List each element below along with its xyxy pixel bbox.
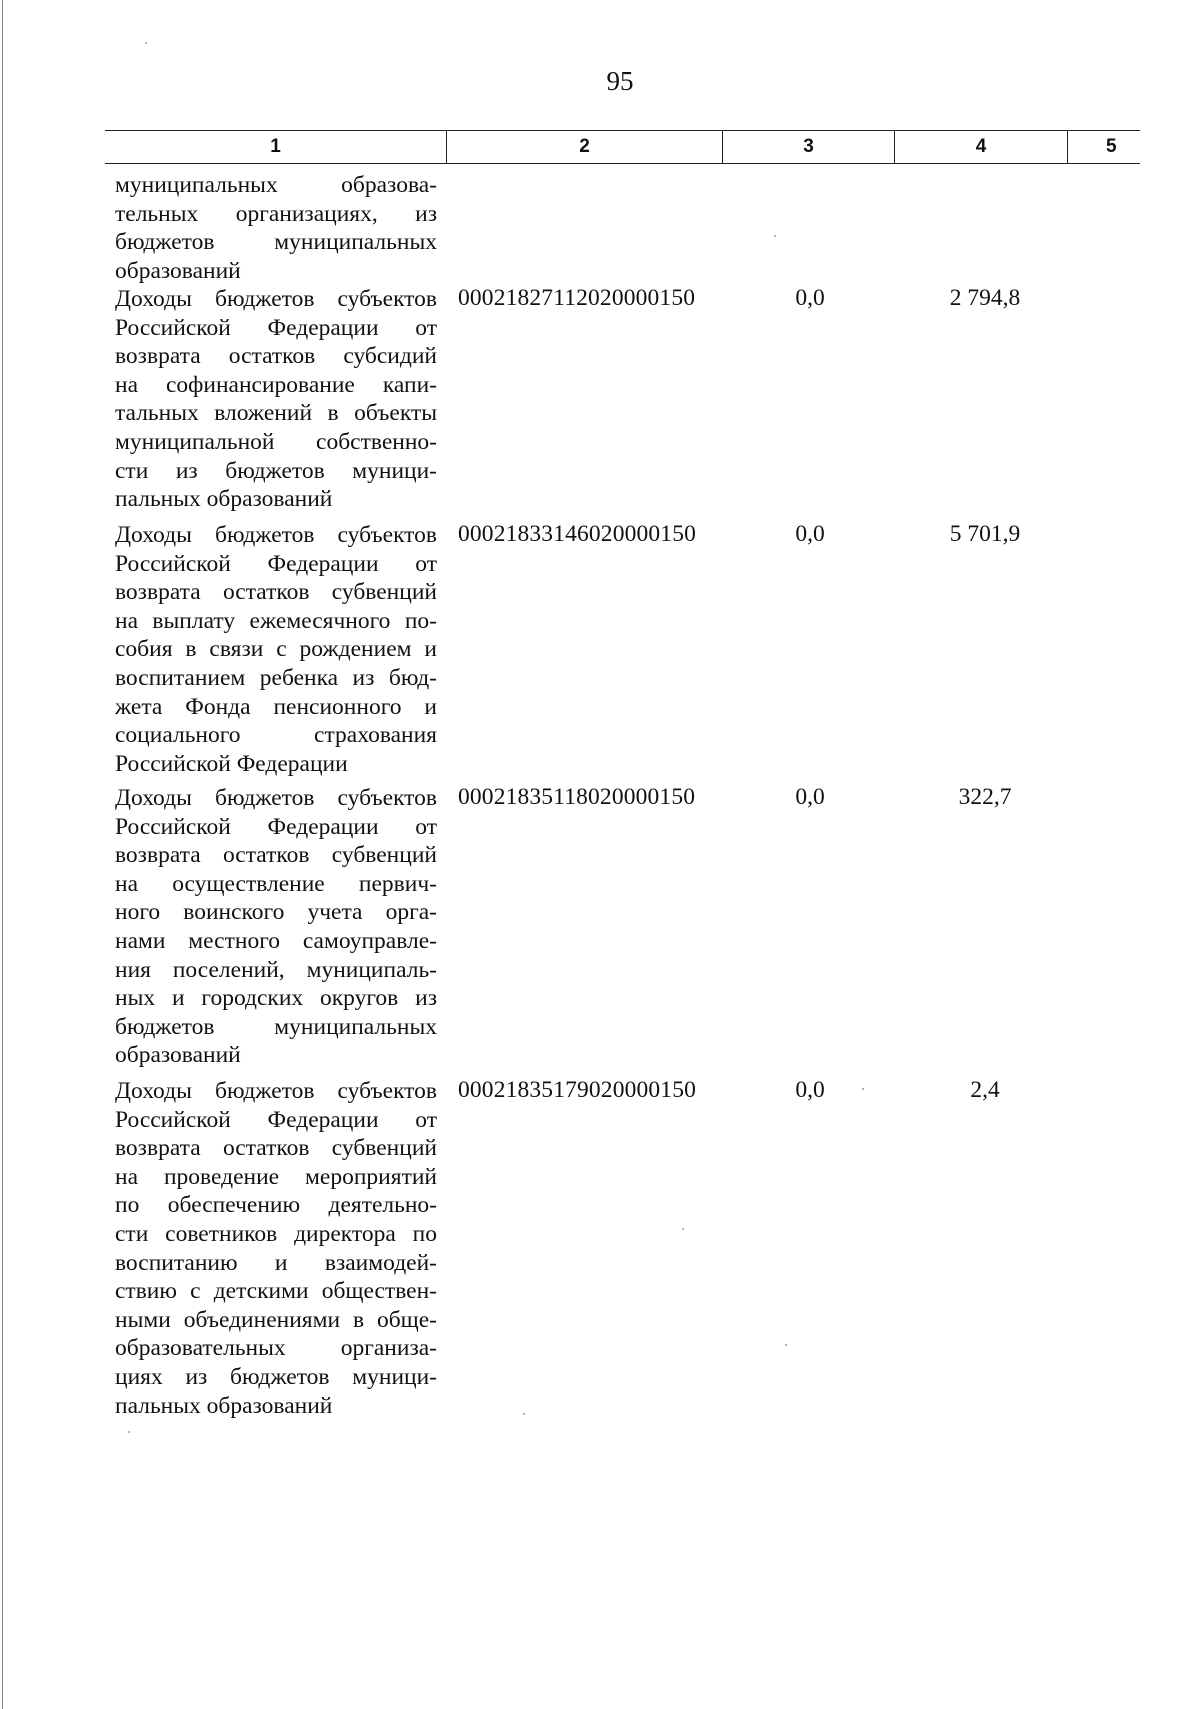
- header-col-1: 1: [105, 131, 447, 163]
- description-line: ствию с детскими обществен-: [115, 1278, 437, 1305]
- header-col-5: 5: [1106, 136, 1117, 157]
- description-line: Российской Федерации: [115, 750, 348, 777]
- scan-speck: [785, 1344, 787, 1346]
- description-line: образований: [115, 257, 241, 284]
- row-description: [115, 521, 437, 778]
- description-line: социального страхования: [115, 722, 437, 749]
- description-line: муниципальной собственно-: [115, 428, 437, 455]
- row-col3-value: 0,0: [795, 784, 825, 810]
- description-line: Доходы бюджетов субъектов: [115, 522, 437, 548]
- description-line: ных и городских округов из: [115, 985, 437, 1012]
- description-line: тельных организациях, из: [115, 200, 437, 227]
- scan-speck: [128, 1431, 130, 1433]
- description-line: Российской Федерации от: [115, 813, 437, 840]
- row-code: 00021833146020000150: [458, 521, 696, 547]
- scan-speck: [523, 1413, 525, 1415]
- page-number: 95: [606, 66, 634, 96]
- description-line: образований: [115, 1042, 241, 1069]
- description-line: ными объединениями в обще-: [115, 1306, 437, 1333]
- description-line: Доходы бюджетов субъектов: [115, 785, 437, 811]
- description-line: пальных образований: [115, 486, 333, 513]
- row-description: [115, 285, 437, 514]
- row-col4-value: 322,7: [958, 784, 1012, 810]
- description-line: циях из бюджетов муници-: [115, 1363, 437, 1390]
- row-description: [115, 784, 437, 1070]
- description-line: на софинансирование капи-: [115, 371, 437, 398]
- description-line: бюджетов муниципальных: [115, 229, 437, 256]
- scan-speck: [145, 42, 147, 44]
- description-line: жета Фонда пенсионного и: [115, 693, 437, 720]
- description-line: Российской Федерации от: [115, 550, 437, 577]
- description-line: возврата остатков субвенций: [115, 579, 437, 606]
- header-col-4: 4: [895, 131, 1068, 163]
- row-col4-value: 5 701,9: [949, 521, 1021, 547]
- scan-speck: [682, 1228, 684, 1230]
- row-col4-value: 2,4: [970, 1077, 1000, 1103]
- description-line: возврата остатков субсидий: [115, 343, 437, 370]
- description-line: Доходы бюджетов субъектов: [115, 1078, 437, 1104]
- description-line: Доходы бюджетов субъектов: [115, 286, 437, 312]
- description-line: Российской Федерации от: [115, 314, 437, 341]
- header-col-3: 3: [723, 131, 895, 163]
- description-line: воспитанием ребенка из бюд-: [115, 664, 437, 691]
- description-line: пальных образований: [115, 1392, 333, 1419]
- description-line: тальных вложений в объекты: [115, 400, 437, 427]
- description-line: возврата остатков субвенций: [115, 842, 437, 869]
- description-line: бюджетов муниципальных: [115, 1013, 437, 1040]
- description-line: собия в связи с рождением и: [115, 636, 437, 663]
- header-col-2: 2: [447, 131, 723, 163]
- table-header: [105, 130, 1140, 164]
- row-description: [115, 171, 437, 285]
- description-line: Российской Федерации от: [115, 1106, 437, 1133]
- description-line: на проведение мероприятий: [115, 1163, 437, 1190]
- scan-speck: [774, 235, 776, 237]
- description-line: нами местного самоуправле-: [115, 927, 437, 954]
- row-col3-value: 0,0: [795, 521, 825, 547]
- description-line: на выплату ежемесячного по-: [115, 607, 437, 634]
- description-line: воспитанию и взаимодей-: [115, 1249, 437, 1276]
- row-code: 00021835179020000150: [458, 1077, 696, 1103]
- row-code: 00021835118020000150: [458, 784, 696, 810]
- description-line: муниципальных образова-: [115, 172, 437, 198]
- description-line: ния поселений, муниципаль-: [115, 956, 437, 983]
- row-col3-value: 0,0: [795, 285, 825, 311]
- description-line: сти из бюджетов муници-: [115, 457, 437, 484]
- description-line: по обеспечению деятельно-: [115, 1192, 437, 1219]
- description-line: образовательных организа-: [115, 1335, 437, 1362]
- description-line: на осуществление первич-: [115, 870, 437, 897]
- row-col3-value: 0,0: [795, 1077, 825, 1103]
- row-code: 00021827112020000150: [458, 285, 696, 311]
- description-line: возврата остатков субвенций: [115, 1135, 437, 1162]
- row-description: [115, 1077, 437, 1420]
- scan-edge-line: [2, 0, 3, 1709]
- description-line: ного воинского учета орга-: [115, 899, 437, 926]
- row-col4-value: 2 794,8: [949, 285, 1021, 311]
- description-line: сти советников директора по: [115, 1220, 437, 1247]
- scan-speck: [862, 1088, 864, 1090]
